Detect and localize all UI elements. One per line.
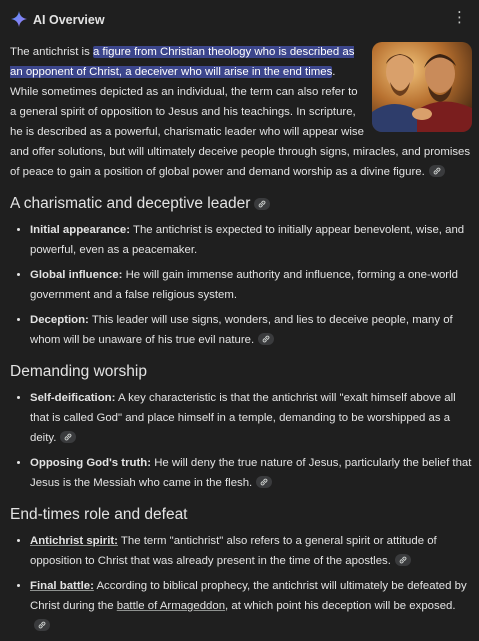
list-item: • Opposing God's truth: He will deny the true nature of Jesus, particularly the belief that Jesus is the Messiah who came in the flesh. (30, 453, 472, 493)
section-heading-end-times: End-times role and defeat (10, 506, 188, 523)
link-icon[interactable] (34, 619, 50, 631)
intro-highlight: a figure from Christian theology who is described as an opponent of Christ, a deceiver who will arise in the end times (10, 46, 355, 78)
ai-overview-header (10, 10, 469, 32)
worship-list (10, 388, 472, 493)
leader-list (10, 220, 472, 350)
list-item: • Final battle: According to biblical prophecy, the antichrist will ultimately be defeated by Christ during the battle of Armageddon, at which point his deception will be exposed. (30, 576, 472, 636)
link-icon[interactable] (256, 476, 272, 488)
antichrist-painting-thumbnail[interactable] (372, 42, 472, 132)
section-heading-leader: A charismatic and deceptive leader (10, 194, 472, 214)
more-vert-icon[interactable]: ⋮ (452, 9, 467, 26)
list-item: • Deception: This leader will use signs, wonders, and lies to deceive people, many of whom will be unaware of his true evil nature. (30, 310, 472, 350)
intro-prefix: The antichrist is (10, 46, 93, 58)
link-icon[interactable] (254, 198, 270, 210)
link-icon[interactable] (429, 165, 445, 177)
section-heading-worship: Demanding worship (10, 363, 147, 380)
ai-overview-title: AI Overview (33, 13, 105, 27)
link-icon[interactable] (60, 431, 76, 443)
end-times-list (10, 531, 472, 636)
list-item: • Self-deification: A key characteristic is that the antichrist will "exalt himself above all that is called God" and place himself in a temple, demanding to be worshipped as a deity. (30, 388, 472, 448)
link-icon[interactable] (395, 554, 411, 566)
list-item: • Antichrist spirit: The term "antichrist" also refers to a general spirit or attitude of opposition to Christ that was already present in the time of the apostles. (30, 531, 472, 571)
armageddon-link[interactable]: battle of Armageddon (116, 600, 226, 612)
intro-rest: . While sometimes depicted as an individual, the term can also refer to a general spirit of opposition to Jesus and his teachings. In scripture, he is described as a powerful, charismatic leader who will appear wise and offer solutions, but will ultimately deceive people through signs, miracles, and promises of peace to gain a position of global power and demand worship as a divine figure. (10, 66, 471, 178)
gemini-sparkle-icon (10, 10, 28, 28)
overview-content (10, 42, 472, 641)
list-item: • Global influence: He will gain immense authority and influence, forming a one-world government and a false religious system. (30, 265, 472, 305)
link-icon[interactable] (258, 333, 274, 345)
intro-paragraph (10, 42, 472, 182)
painting-image (372, 42, 472, 132)
list-item: • Initial appearance: The antichrist is expected to initially appear benevolent, wise, and powerful, even as a peacemaker. (30, 220, 472, 260)
